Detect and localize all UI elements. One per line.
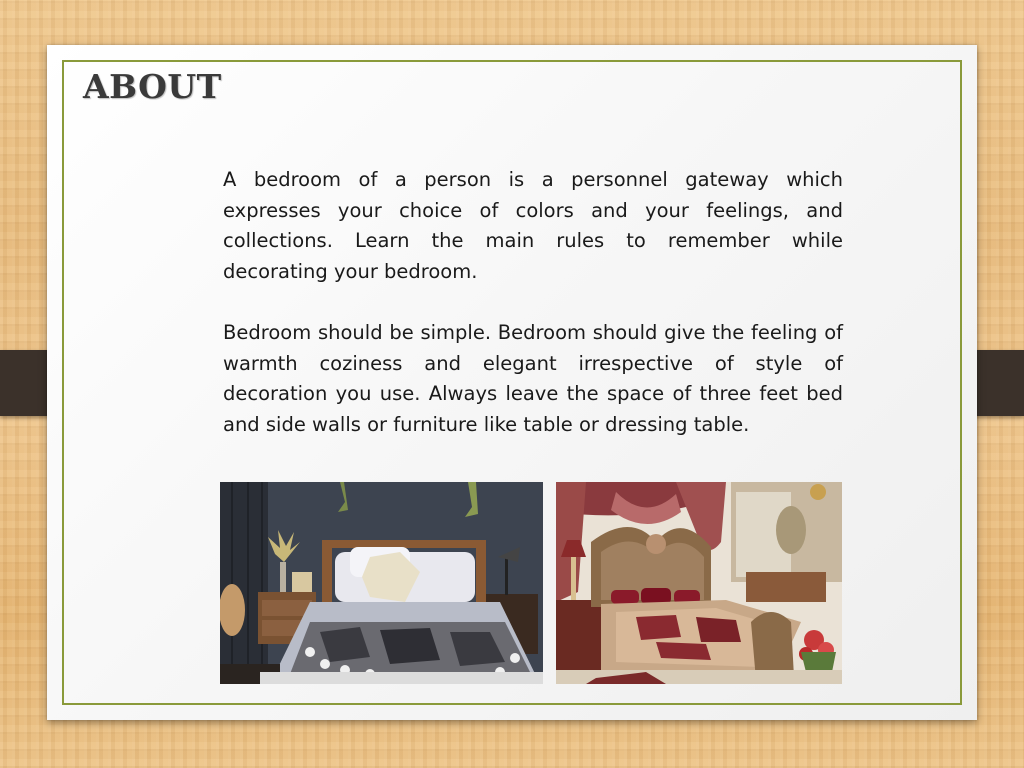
paragraph-intro: A bedroom of a person is a personnel gateway which expresses your choice of colors and your feelings, and collections. Learn the main rules to remember while decorating your bedroom.	[223, 168, 843, 283]
modern-bedroom-photo	[220, 482, 543, 684]
paragraph-simple: Bedroom should be simple. Bedroom should give the feeling of warmth coziness and elegant irrespective of style of decoration you use. Always leave the space of three feet bed and side walls or furniture like table or dressing table.	[223, 321, 843, 436]
ornate-bedroom-photo	[556, 482, 842, 684]
paper-card	[47, 45, 977, 720]
body-text	[223, 165, 843, 471]
slide-title: ABOUT	[83, 67, 222, 106]
